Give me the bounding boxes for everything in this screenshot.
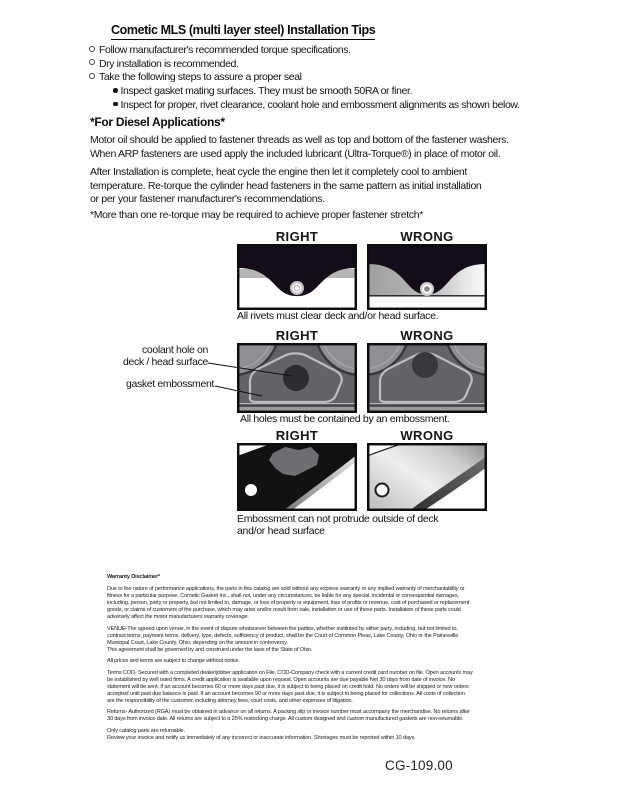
bullet-text: Take the following steps to assure a proper seal (99, 71, 302, 84)
list-item (89, 71, 520, 85)
text-line: Review your invoice and notify us immediately of any incorrect or inaccurate information. Shortages must be reported within 10 days. (107, 734, 416, 741)
text-line: adversely affect the motor manufacturers warranty coverage. (107, 614, 249, 620)
text-line: Due to the nature of performance applications, the parts in this catalog are sold without any express warranty or any implied warranty of merchantability or (107, 586, 465, 592)
text-line: When ARP fasteners are used apply the included lubricant (Ultra-Torque®) in place of motor oil. (90, 147, 501, 160)
dot-bullet-icon (113, 102, 118, 107)
list-item (89, 44, 520, 58)
embossment-wrong-graphic (367, 443, 487, 511)
coolant-hole-callout (48, 345, 208, 368)
wrong-label: WRONG (400, 428, 454, 443)
coolant-right-graphic (237, 343, 357, 413)
bullet-text: Inspect for proper, rivet clearance, coolant hole and embossment alignments as shown below. (120, 98, 520, 111)
dot-bullet-icon (113, 88, 118, 93)
text-line: including, person, party or property, but not limited to, damage, or loss of property or equipment, loss of profits or revenue, cost of purchased or replacement (107, 600, 470, 606)
right-label: RIGHT (275, 229, 319, 244)
paragraph (90, 134, 509, 161)
bullet-text: Dry installation is recommended. (99, 57, 239, 70)
text-line: Terms COD- Secured with a completed dealer/jobber application on File, COD-Company check with a current credit card number on file. Open accounts may (107, 669, 473, 676)
diagram-caption: All holes must be contained by an embossment. (240, 413, 450, 425)
document-number: CG-109.00 (385, 758, 453, 773)
text-line: Motor oil should be applied to fastener threads as well as top and bottom of the fastener washers. (90, 134, 509, 146)
section-heading-diesel: *For Diesel Applications* (90, 115, 225, 129)
coolant-wrong-graphic (367, 343, 487, 413)
text-line: and/or head surface (237, 524, 325, 537)
page-title: Cometic MLS (multi layer steel) Installation Tips (111, 23, 375, 40)
text-line: coolant hole on (142, 344, 208, 356)
text-line: 30 days from invoice date. All returns are subject to a 25% restocking charge. All custom designed and custom manufactured gaskets are non-returnable. (107, 716, 464, 723)
text-line: contract terms, payment terms, delivery, type, defects, sufficiency of product, shall be the Court of Common Pleas, Lake County, Ohio or the Painesville (107, 632, 459, 639)
text-line: This agreement shall be governed by and construed under the laws of the State of Ohio. (107, 646, 313, 653)
coolant-right-diagram (237, 343, 357, 413)
fine-print (107, 574, 547, 747)
text-line: accepted until past due balance is paid. If an account becomes 90 or more days past due, it is subject to being placed for collections. All costs of collection (107, 690, 465, 697)
coolant-wrong-diagram (367, 343, 487, 413)
text-line: VENUE-The agreed upon venue, in the event of dispute whatsoever between the parties, whether instituted by either party, including, but not limited to, (107, 625, 458, 632)
text-line: fitness for a particular purpose. Cometic Gasket Inc., shall not, under any circumstances, be liable for any special, incidental or consequential damages, (107, 593, 459, 599)
text-line: Municipal Court, Lake County, Ohio, depending on the amount in controversy. (107, 639, 288, 646)
circle-bullet-icon (89, 73, 95, 79)
text-line: are the responsibility of the customer, including attorney fees, court costs, and other expenses of litigation. (107, 697, 353, 704)
rivet-wrong-graphic (367, 244, 487, 310)
rivet-right-graphic (237, 244, 357, 310)
embossment-right-graphic (237, 443, 357, 511)
text-line: Embossment can not protrude outside of deck (237, 513, 439, 525)
text-line: After Installation is complete, heat cycle the engine then let it completely cool to ambient (90, 166, 467, 178)
right-label: RIGHT (275, 428, 319, 443)
list-item (89, 58, 520, 72)
paragraph (107, 626, 547, 654)
paragraph (107, 709, 547, 723)
paragraph (107, 728, 547, 742)
text-line: statement will be sent. If an account becomes 60 or more days past due, it is subject to being placed on credit hold. No orders will be shipped or new orders (107, 683, 469, 690)
rivet-right-diagram (237, 244, 357, 310)
paragraph (107, 658, 547, 665)
diagram-caption (237, 514, 438, 537)
bullet-text: Follow manufacturer's recommended torque specifications. (99, 44, 351, 56)
text-line: deck / head surface (123, 355, 208, 368)
list-item (89, 85, 520, 99)
paragraph (90, 166, 481, 207)
text-line: goods, or claims of customers of the purchase, which may arise and/or result from sale, installation or use of these parts. Installation of these parts could (107, 607, 461, 613)
embossment-callout: gasket embossment (125, 378, 214, 390)
diagram-caption: All rivets must clear deck and/or head surface. (237, 310, 439, 322)
text-line: temperature. Re-torque the cylinder head fasteners in the same pattern as initial installation (90, 179, 482, 192)
paragraph (107, 670, 547, 705)
embossment-right-diagram (237, 443, 357, 511)
text-line: Returns- Authorized (RGA) must be obtained in advance on all returns. A packing slip or invoice number must accompany the merchandise. No returns after (107, 709, 470, 716)
text-line: All prices and terms are subject to change without notice. (107, 658, 240, 665)
bullet-text: Inspect gasket mating surfaces. They must be smooth 50RA or finer. (120, 85, 412, 98)
rivet-wrong-diagram (367, 244, 487, 310)
warranty-heading: Warranty Disclaimer* (107, 574, 161, 580)
circle-bullet-icon (89, 46, 95, 52)
text-line: be established by well rated firms. A credit application is available upon request. Open accounts are due payable Net 30 days from date of invoice. No (107, 676, 455, 683)
right-label: RIGHT (275, 328, 319, 343)
circle-bullet-icon (89, 59, 95, 65)
wrong-label: WRONG (400, 328, 454, 343)
list-item (89, 99, 520, 113)
text-line: or per your fastener manufacturer's recommendations. (90, 193, 325, 206)
paragraph (107, 586, 547, 621)
embossment-wrong-diagram (367, 443, 487, 511)
retorque-note: *More than one re-torque may be required to achieve proper fastener stretch* (90, 209, 423, 221)
tips-list (89, 44, 520, 113)
text-line: Only catalog parts are returnable. (107, 727, 185, 734)
wrong-label: WRONG (400, 229, 454, 244)
